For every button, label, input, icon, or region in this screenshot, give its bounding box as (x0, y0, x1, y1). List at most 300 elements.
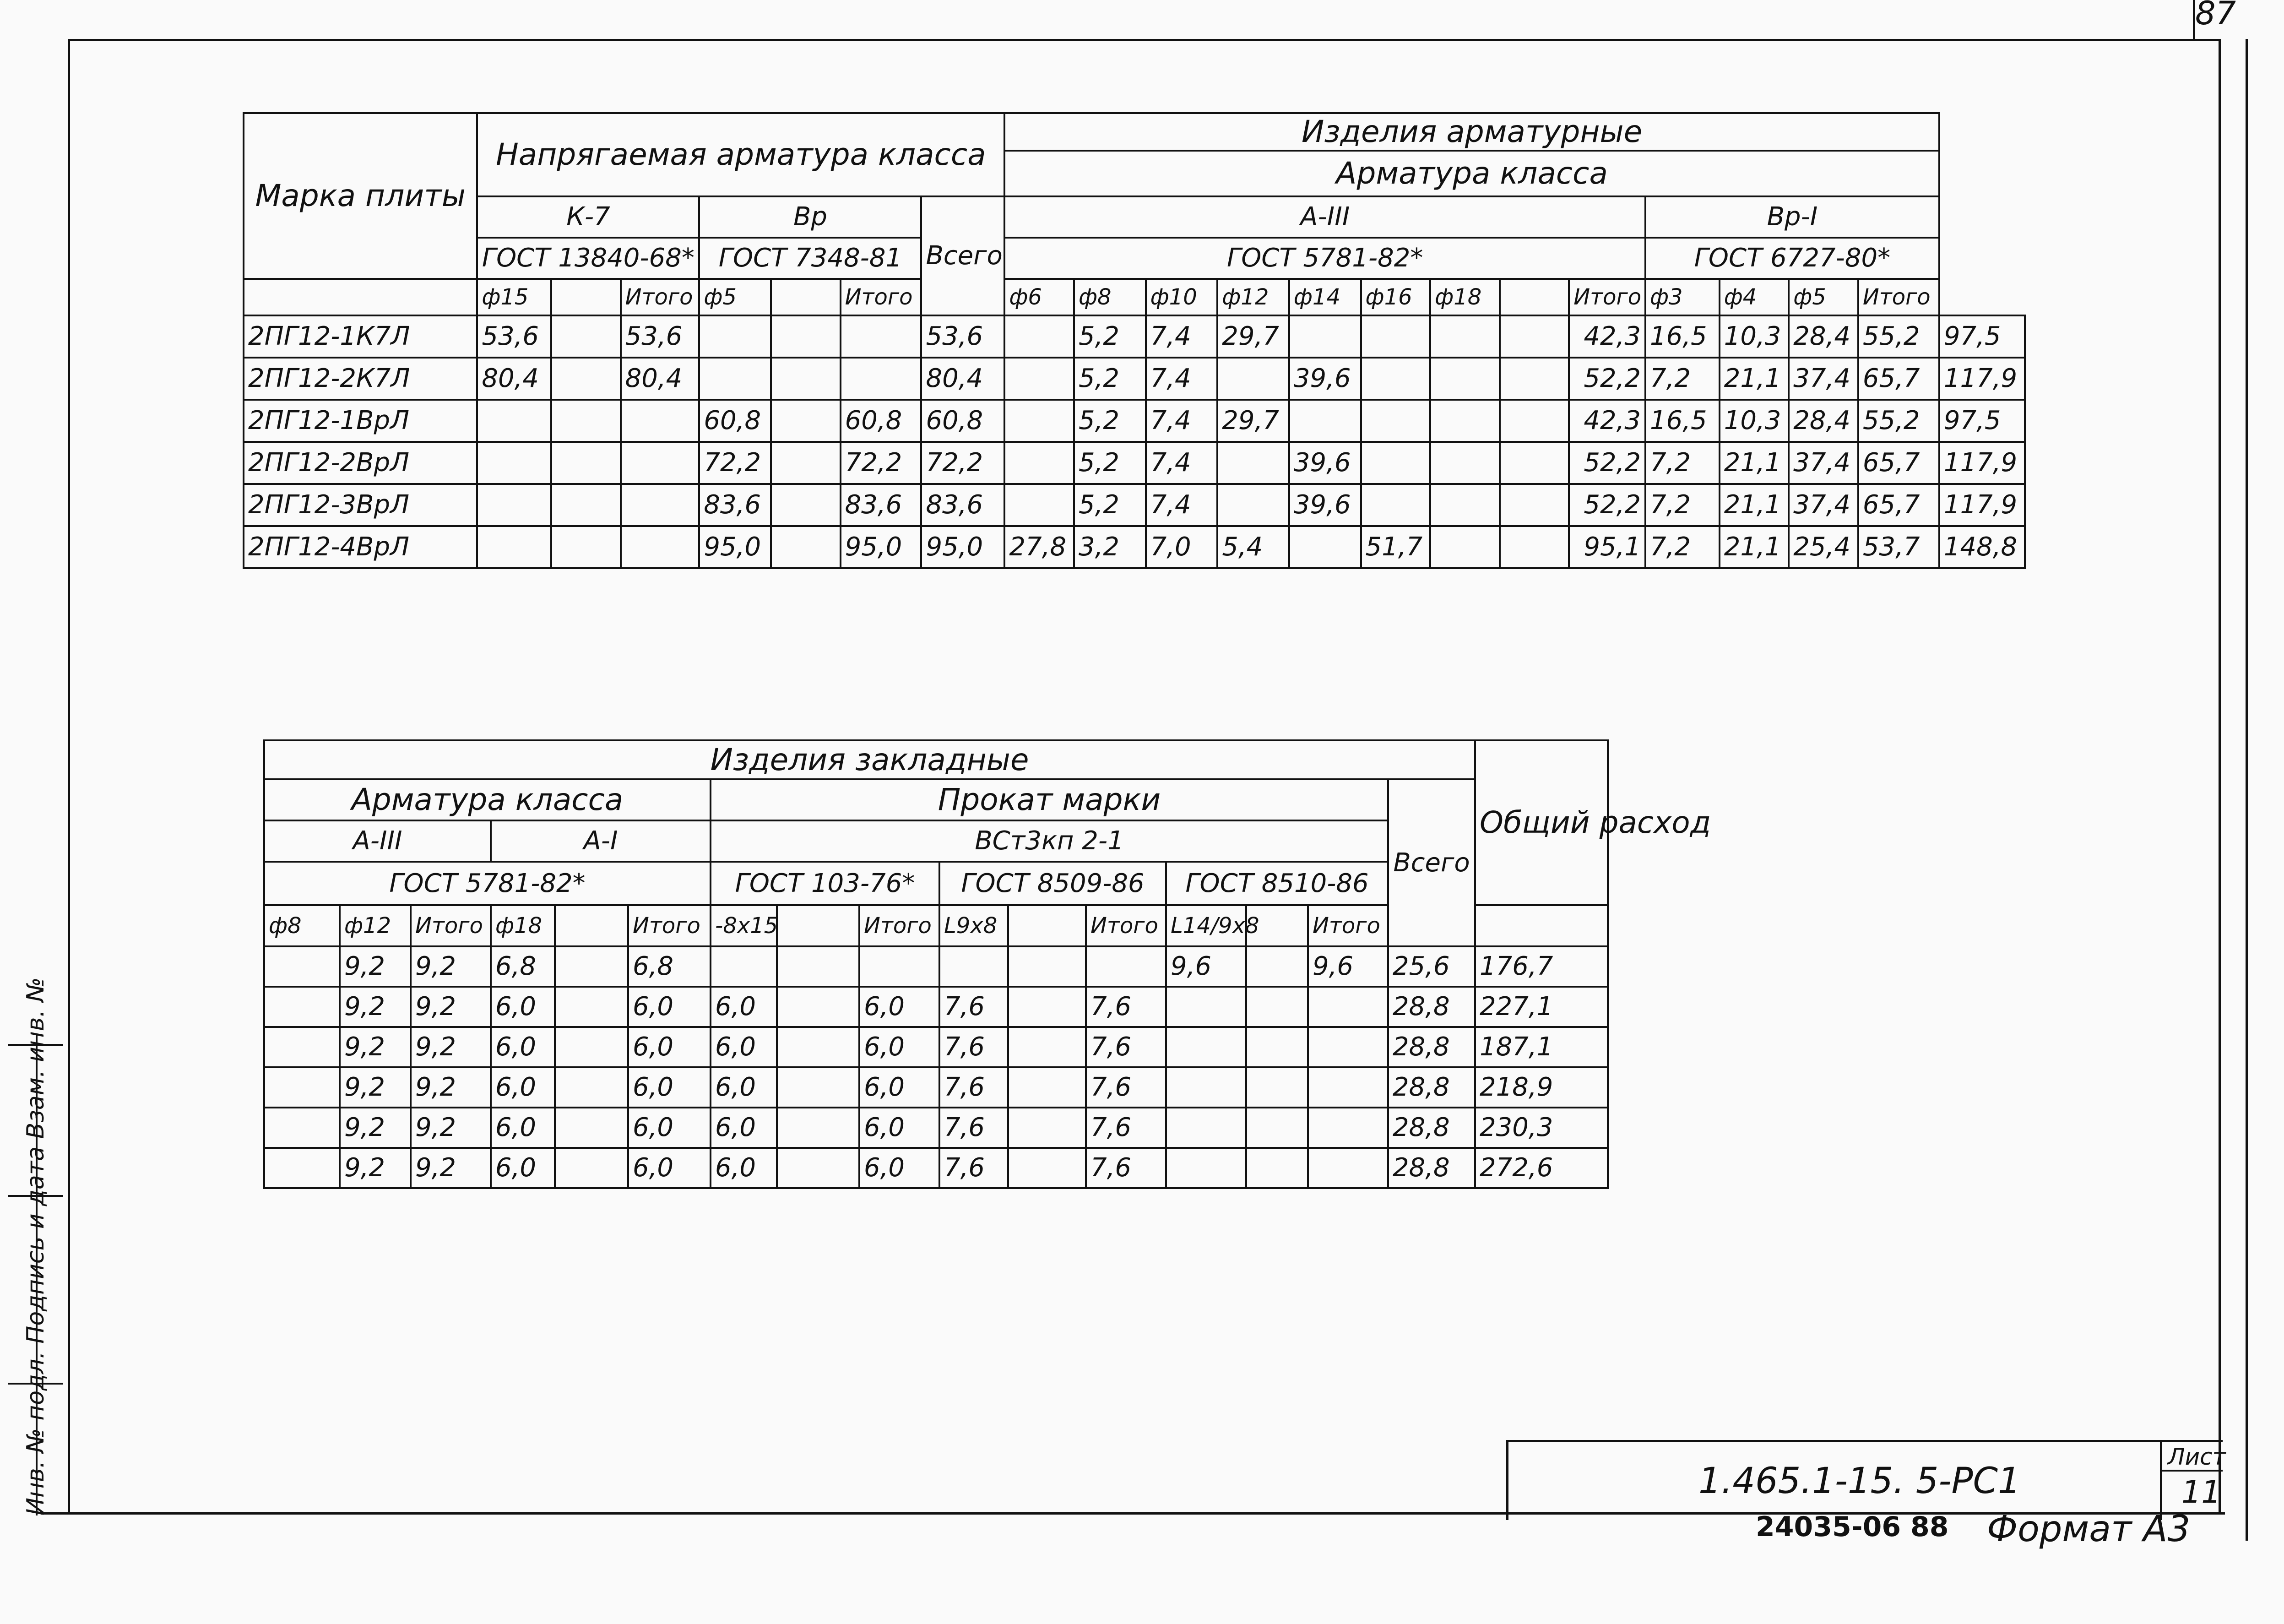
col-header: -8х15 (711, 905, 777, 946)
value-cell: 72,2 (921, 442, 1004, 484)
value-cell: 95,0 (699, 526, 771, 568)
table-row (264, 1148, 1608, 1188)
value-cell (771, 400, 841, 442)
value-cell: 80,4 (621, 358, 700, 400)
stamp-line (1506, 1440, 2223, 1442)
table1-empty-corner (1939, 113, 2025, 315)
value-cell (771, 526, 841, 568)
value-cell (1430, 442, 1500, 484)
value-cell (841, 315, 922, 358)
plate-mark-cell: 2ПГ12-1ВрЛ (244, 400, 477, 442)
value-cell (1430, 526, 1500, 568)
value-cell: 51,7 (1361, 526, 1431, 568)
value-cell: 9,2 (411, 946, 491, 987)
value-cell (1361, 442, 1431, 484)
value-cell: 5,2 (1074, 484, 1146, 526)
value-cell (477, 442, 551, 484)
value-cell (1308, 987, 1388, 1027)
embedded-total-header: Всего (1388, 779, 1475, 946)
value-cell (1166, 1108, 1246, 1148)
col-header: ф18 (491, 905, 555, 946)
value-cell: 21,1 (1720, 484, 1789, 526)
value-cell: 53,6 (477, 315, 551, 358)
value-cell: 5,2 (1074, 400, 1146, 442)
value-cell: 7,6 (1086, 987, 1166, 1027)
value-cell: 28,8 (1388, 1027, 1475, 1067)
value-cell: 39,6 (1289, 358, 1361, 400)
value-cell (1166, 1067, 1246, 1108)
value-cell: 9,2 (340, 1067, 411, 1108)
value-cell (1004, 442, 1074, 484)
sheet-number-top: 87 (2195, 0, 2236, 32)
value-cell (264, 946, 340, 987)
stamp-line (2160, 1440, 2162, 1520)
value-cell: 6,0 (628, 1067, 711, 1108)
table-row (244, 400, 2025, 442)
value-cell: 37,4 (1789, 442, 1858, 484)
value-cell: 7,4 (1146, 358, 1218, 400)
col-header: ф10 (1146, 279, 1218, 315)
rolled-grade-header: Прокат марки (711, 779, 1388, 820)
table-row (264, 1027, 1608, 1067)
plate-mark-cell: 2ПГ12-2К7Л (244, 358, 477, 400)
value-cell (1217, 358, 1289, 400)
value-cell (551, 315, 621, 358)
value-cell: 5,2 (1074, 358, 1146, 400)
value-cell (1430, 358, 1500, 400)
value-cell: 9,2 (340, 1148, 411, 1188)
embedded-parts-header: Изделия закладные (264, 740, 1475, 779)
value-cell: 117,9 (1939, 484, 2025, 526)
value-cell: 37,4 (1789, 358, 1858, 400)
plate-mark-cell: 2ПГ12-2ВрЛ (244, 442, 477, 484)
col-header (1008, 905, 1086, 946)
value-cell: 83,6 (921, 484, 1004, 526)
value-cell (1217, 484, 1289, 526)
value-cell (777, 1148, 859, 1188)
value-cell (551, 526, 621, 568)
value-cell (1008, 946, 1086, 987)
value-cell: 6,8 (628, 946, 711, 987)
value-cell (1166, 1148, 1246, 1188)
rebar-class-header: Арматура класса (264, 779, 711, 820)
col-header: ф15 (477, 279, 551, 315)
value-cell: 7,2 (1645, 442, 1720, 484)
col-header: L14/9х8 (1166, 905, 1246, 946)
value-cell (777, 1027, 859, 1067)
value-cell: 80,4 (921, 358, 1004, 400)
value-cell: 97,5 (1939, 315, 2025, 358)
value-cell: 6,0 (711, 1108, 777, 1148)
value-cell (771, 315, 841, 358)
value-cell (551, 484, 621, 526)
steel-grade: ВСт3кп 2-1 (711, 820, 1388, 862)
value-cell: 7,6 (1086, 1148, 1166, 1188)
value-cell: 6,8 (491, 946, 555, 987)
table-row (264, 1067, 1608, 1108)
value-cell: 52,2 (1569, 358, 1645, 400)
gost-8509: ГОСТ 8509-86 (939, 862, 1166, 905)
value-cell (777, 1108, 859, 1148)
value-cell (1004, 484, 1074, 526)
frame-right-line (2219, 39, 2221, 1514)
value-cell (555, 1027, 628, 1067)
plate-mark-header: Марка плиты (244, 113, 477, 279)
value-cell: 6,0 (859, 1108, 939, 1148)
value-cell (777, 946, 859, 987)
value-cell: 6,0 (711, 1027, 777, 1067)
value-cell (555, 1108, 628, 1148)
class-vr1-header: Вр-I (1645, 196, 1939, 238)
value-cell (771, 484, 841, 526)
signature-strip (8, 977, 63, 1515)
value-cell: 7,6 (939, 1148, 1008, 1188)
value-cell: 6,0 (491, 1027, 555, 1067)
value-cell: 7,2 (1645, 358, 1720, 400)
value-cell (1008, 987, 1086, 1027)
class-vr-header: Вр (699, 196, 921, 238)
col-header: Итого (1308, 905, 1388, 946)
value-cell (555, 1148, 628, 1188)
value-cell (1246, 1067, 1308, 1108)
value-cell (699, 315, 771, 358)
value-cell: 28,8 (1388, 1067, 1475, 1108)
value-cell: 9,2 (411, 1027, 491, 1067)
value-cell: 6,0 (628, 1108, 711, 1148)
value-cell: 6,0 (859, 987, 939, 1027)
value-cell (1246, 987, 1308, 1027)
value-cell: 65,7 (1858, 484, 1939, 526)
col-header: ф3 (1645, 279, 1720, 315)
value-cell: 9,6 (1166, 946, 1246, 987)
col-header: ф12 (340, 905, 411, 946)
value-cell: 7,0 (1146, 526, 1218, 568)
value-cell: 16,5 (1645, 400, 1720, 442)
value-cell: 28,8 (1388, 987, 1475, 1027)
value-cell: 55,2 (1858, 315, 1939, 358)
value-cell (1361, 358, 1431, 400)
value-cell (1004, 315, 1074, 358)
frame-right-outer-line (2246, 39, 2248, 1541)
value-cell (1217, 442, 1289, 484)
value-cell: 9,2 (411, 1067, 491, 1108)
value-cell: 27,8 (1004, 526, 1074, 568)
value-cell: 95,0 (921, 526, 1004, 568)
value-cell: 7,6 (1086, 1027, 1166, 1067)
signature-strip-text: Инв. № подл. Подпись и дата Взам. инв. № (22, 977, 49, 1515)
value-cell (621, 484, 700, 526)
value-cell: 7,6 (939, 1027, 1008, 1067)
value-cell: 37,4 (1789, 484, 1858, 526)
table-row (244, 442, 2025, 484)
value-cell: 7,2 (1645, 526, 1720, 568)
value-cell: 6,0 (491, 1067, 555, 1108)
value-cell (264, 987, 340, 1027)
value-cell: 6,0 (491, 1148, 555, 1188)
col-header: ф16 (1361, 279, 1431, 315)
col-header: Итого (621, 279, 700, 315)
value-cell: 117,9 (1939, 358, 2025, 400)
value-cell (555, 946, 628, 987)
value-cell (264, 1108, 340, 1148)
value-cell: 6,0 (859, 1027, 939, 1067)
value-cell (264, 1067, 340, 1108)
plate-mark-cell: 2ПГ12-4ВрЛ (244, 526, 477, 568)
value-cell (1246, 946, 1308, 987)
col-header: ф4 (1720, 279, 1789, 315)
value-cell: 25,6 (1388, 946, 1475, 987)
value-cell: 9,2 (340, 946, 411, 987)
value-cell: 95,1 (1569, 526, 1645, 568)
value-cell (1500, 526, 1569, 568)
value-cell (1166, 987, 1246, 1027)
title-stamp (1506, 1440, 2226, 1520)
drawing-number: 24035-06 88 (1756, 1511, 1949, 1543)
col-header: Итого (1569, 279, 1645, 315)
value-cell: 9,2 (411, 1108, 491, 1148)
value-cell: 39,6 (1289, 442, 1361, 484)
value-cell: 65,7 (1858, 442, 1939, 484)
value-cell: 5,4 (1217, 526, 1289, 568)
col-header (1500, 279, 1569, 315)
value-cell (1246, 1108, 1308, 1148)
rebar-products-table (243, 112, 2026, 569)
col-header: Итого (859, 905, 939, 946)
value-cell: 6,0 (491, 1108, 555, 1148)
value-cell (1500, 358, 1569, 400)
value-cell: 6,0 (628, 1027, 711, 1067)
value-cell (1086, 946, 1166, 987)
value-cell: 218,9 (1475, 1067, 1608, 1108)
value-cell: 60,8 (921, 400, 1004, 442)
gost-a3: ГОСТ 5781-82* (1004, 238, 1645, 279)
gost-rebar: ГОСТ 5781-82* (264, 862, 711, 905)
col-header (771, 279, 841, 315)
frame-left-line (68, 39, 70, 1513)
value-cell: 39,6 (1289, 484, 1361, 526)
value-cell (621, 400, 700, 442)
value-cell (1166, 1027, 1246, 1067)
value-cell: 7,6 (939, 987, 1008, 1027)
value-cell: 16,5 (1645, 315, 1720, 358)
value-cell: 28,4 (1789, 400, 1858, 442)
total-usage-header-blank (1475, 905, 1608, 946)
table-row (264, 1108, 1608, 1148)
value-cell: 53,6 (621, 315, 700, 358)
value-cell: 6,0 (859, 1067, 939, 1108)
value-cell (551, 400, 621, 442)
value-cell: 9,2 (411, 987, 491, 1027)
value-cell: 9,2 (340, 1108, 411, 1148)
col-header (777, 905, 859, 946)
value-cell (1430, 400, 1500, 442)
value-cell: 6,0 (711, 1148, 777, 1188)
class-a3-header: А-III (264, 820, 491, 862)
prestressed-total-header: Всего (921, 196, 1004, 315)
gost-103: ГОСТ 103-76* (711, 862, 939, 905)
value-cell (859, 946, 939, 987)
value-cell: 52,2 (1569, 484, 1645, 526)
value-cell: 95,0 (841, 526, 922, 568)
value-cell: 28,8 (1388, 1108, 1475, 1148)
value-cell (939, 946, 1008, 987)
col-header: Итого (628, 905, 711, 946)
value-cell (1008, 1148, 1086, 1188)
value-cell (771, 442, 841, 484)
value-cell (477, 400, 551, 442)
format-label: Формат А3 (1987, 1509, 2191, 1550)
value-cell: 187,1 (1475, 1027, 1608, 1067)
value-cell: 272,6 (1475, 1148, 1608, 1188)
value-cell (711, 946, 777, 987)
value-cell (1308, 1027, 1388, 1067)
col-header: ф8 (264, 905, 340, 946)
value-cell: 28,8 (1388, 1148, 1475, 1188)
table-row (264, 987, 1608, 1027)
value-cell (477, 526, 551, 568)
value-cell: 9,2 (340, 987, 411, 1027)
value-cell (1008, 1027, 1086, 1067)
value-cell: 28,4 (1789, 315, 1858, 358)
table-row (264, 946, 1608, 987)
value-cell (1289, 400, 1361, 442)
value-cell: 21,1 (1720, 442, 1789, 484)
value-cell: 7,4 (1146, 484, 1218, 526)
value-cell: 53,6 (921, 315, 1004, 358)
value-cell: 55,2 (1858, 400, 1939, 442)
col-header: ф12 (1217, 279, 1289, 315)
value-cell: 3,2 (1074, 526, 1146, 568)
value-cell: 148,8 (1939, 526, 2025, 568)
value-cell: 7,2 (1645, 484, 1720, 526)
col-header: ф14 (1289, 279, 1361, 315)
value-cell (1500, 400, 1569, 442)
value-cell: 7,6 (1086, 1067, 1166, 1108)
prestressed-rebar-header: Напрягаемая арматура класса (477, 113, 1004, 196)
value-cell: 29,7 (1217, 400, 1289, 442)
value-cell: 42,3 (1569, 315, 1645, 358)
value-cell: 83,6 (699, 484, 771, 526)
col-header: Итого (411, 905, 491, 946)
col-header: ф8 (1074, 279, 1146, 315)
value-cell: 230,3 (1475, 1108, 1608, 1148)
value-cell: 52,2 (1569, 442, 1645, 484)
value-cell: 9,6 (1308, 946, 1388, 987)
value-cell (1361, 400, 1431, 442)
value-cell: 80,4 (477, 358, 551, 400)
value-cell (1500, 484, 1569, 526)
value-cell: 227,1 (1475, 987, 1608, 1027)
value-cell: 25,4 (1789, 526, 1858, 568)
class-a3-header: А-III (1004, 196, 1645, 238)
value-cell: 7,4 (1146, 315, 1218, 358)
value-cell (1289, 526, 1361, 568)
col-header (555, 905, 628, 946)
value-cell: 83,6 (841, 484, 922, 526)
col-header: Итого (841, 279, 922, 315)
value-cell: 176,7 (1475, 946, 1608, 987)
col-header: ф6 (1004, 279, 1074, 315)
col-header: ф18 (1430, 279, 1500, 315)
value-cell (841, 358, 922, 400)
value-cell (555, 1067, 628, 1108)
value-cell (1361, 484, 1431, 526)
value-cell: 9,2 (340, 1027, 411, 1067)
value-cell (264, 1148, 340, 1188)
value-cell: 7,6 (939, 1067, 1008, 1108)
mark-header-blank (244, 279, 477, 315)
gost-vr1: ГОСТ 6727-80* (1645, 238, 1939, 279)
embedded-parts-table (263, 739, 1711, 1189)
document-code: 1.465.1-15. 5-РС1 (1698, 1461, 2021, 1502)
frame-top-line (68, 39, 2219, 41)
value-cell (1008, 1108, 1086, 1148)
value-cell (777, 987, 859, 1027)
value-cell: 9,2 (411, 1148, 491, 1188)
value-cell: 53,7 (1858, 526, 1939, 568)
value-cell (1308, 1108, 1388, 1148)
col-header: Итого (1086, 905, 1166, 946)
value-cell: 72,2 (841, 442, 922, 484)
value-cell: 7,4 (1146, 400, 1218, 442)
table-row (244, 358, 2025, 400)
col-header (551, 279, 621, 315)
value-cell: 5,2 (1074, 315, 1146, 358)
value-cell (771, 358, 841, 400)
value-cell (555, 987, 628, 1027)
value-cell: 60,8 (841, 400, 922, 442)
value-cell (1008, 1067, 1086, 1108)
value-cell (264, 1027, 340, 1067)
value-cell: 10,3 (1720, 315, 1789, 358)
value-cell (1246, 1027, 1308, 1067)
value-cell: 29,7 (1217, 315, 1289, 358)
value-cell (1500, 442, 1569, 484)
value-cell: 6,0 (859, 1148, 939, 1188)
value-cell (1289, 315, 1361, 358)
value-cell (621, 526, 700, 568)
value-cell: 6,0 (628, 1148, 711, 1188)
plate-mark-cell: 2ПГ12-1К7Л (244, 315, 477, 358)
col-header: ф5 (699, 279, 771, 315)
table-row (244, 315, 2025, 358)
value-cell: 10,3 (1720, 400, 1789, 442)
value-cell: 117,9 (1939, 442, 2025, 484)
value-cell (551, 442, 621, 484)
value-cell: 72,2 (699, 442, 771, 484)
gost-8510: ГОСТ 8510-86 (1166, 862, 1388, 905)
value-cell: 65,7 (1858, 358, 1939, 400)
value-cell: 5,2 (1074, 442, 1146, 484)
table-row (244, 526, 2025, 568)
plate-mark-cell: 2ПГ12-3ВрЛ (244, 484, 477, 526)
sheet-label: Лист (2168, 1444, 2226, 1470)
value-cell: 7,6 (939, 1108, 1008, 1148)
rebar-class-header: Арматура класса (1004, 151, 1939, 196)
value-cell (551, 358, 621, 400)
value-cell (621, 442, 700, 484)
stamp-line (1506, 1440, 1508, 1520)
value-cell (1361, 315, 1431, 358)
class-k7-header: К-7 (477, 196, 699, 238)
value-cell (1308, 1067, 1388, 1108)
col-header: L9х8 (939, 905, 1008, 946)
value-cell (1500, 315, 1569, 358)
gost-k7: ГОСТ 13840-68* (477, 238, 699, 279)
value-cell (1308, 1148, 1388, 1188)
value-cell: 60,8 (699, 400, 771, 442)
value-cell: 21,1 (1720, 358, 1789, 400)
